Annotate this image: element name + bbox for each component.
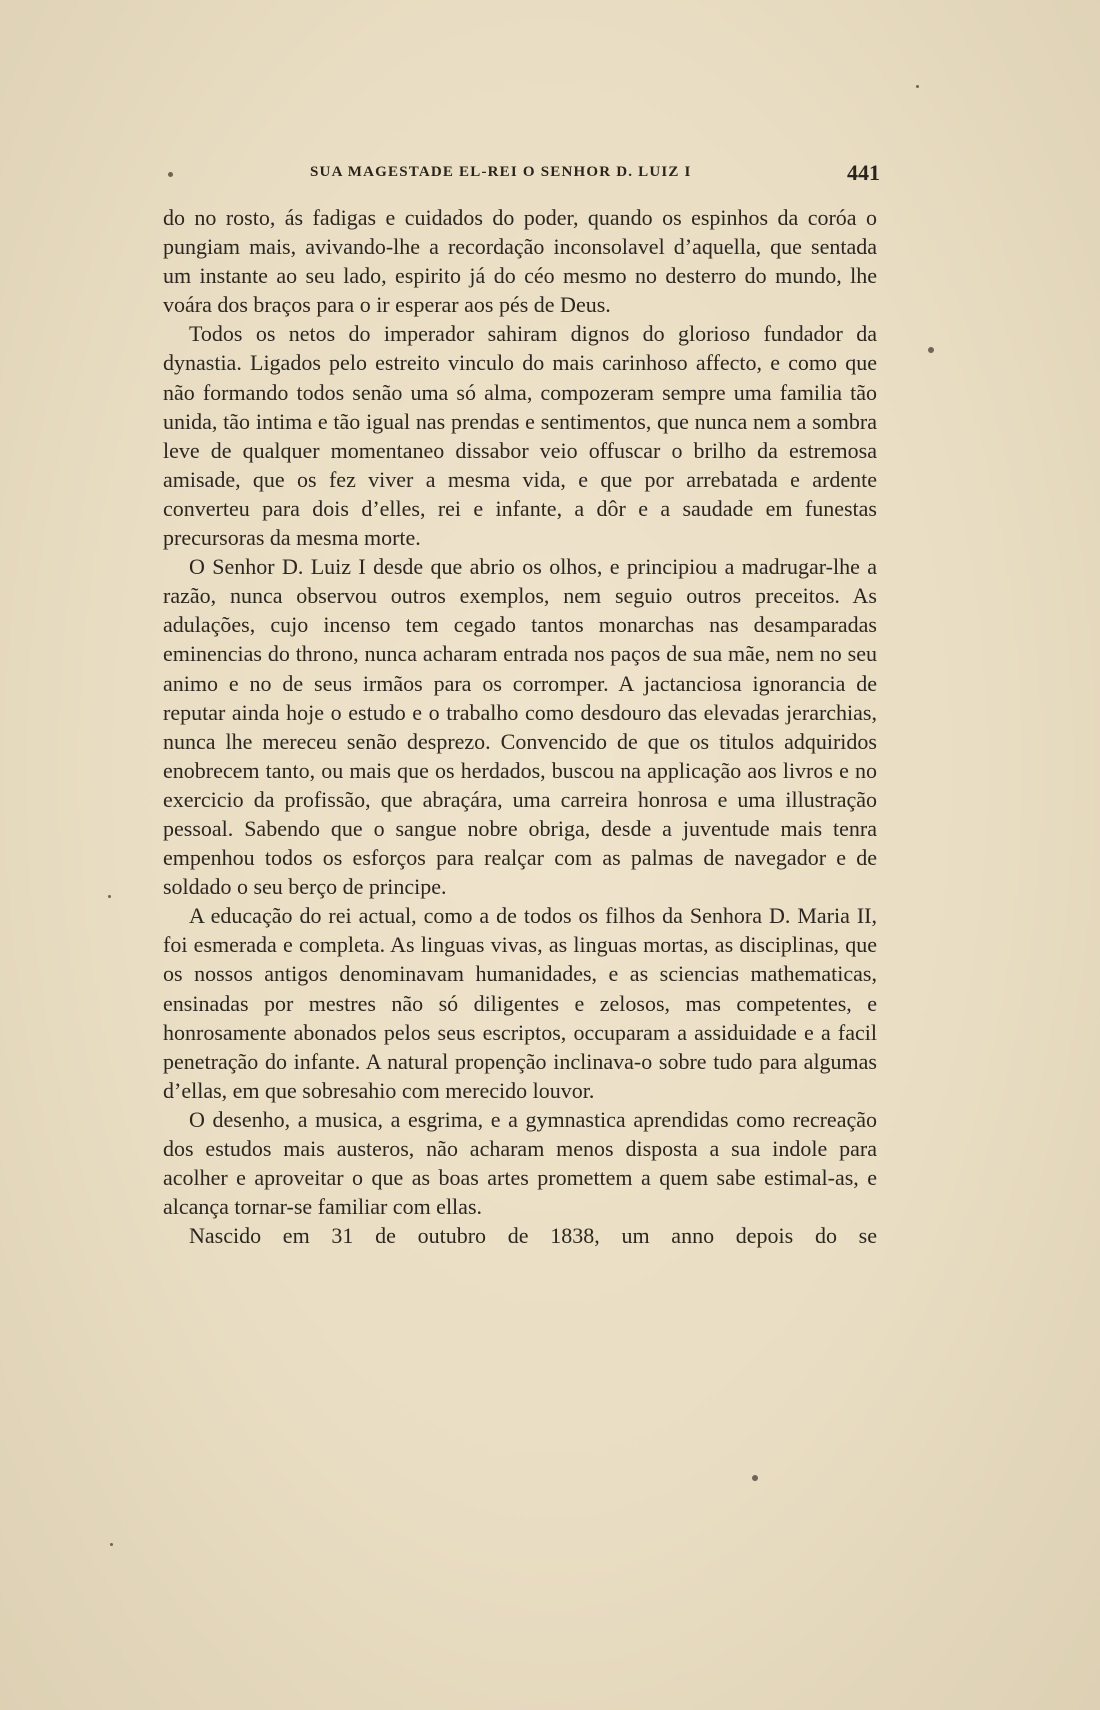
paper-speck	[108, 895, 111, 898]
paper-speck	[752, 1475, 758, 1481]
paper-speck	[916, 85, 919, 88]
paper-speck	[928, 347, 934, 353]
page-number: 441	[847, 160, 880, 185]
paragraph: do no rosto, ás fadigas e cuidados do poder, quando os espinhos da coróa o pungiam mais, avivando-lhe a recordação inconsolavel d’aquella, que sentada um instante ao seu lado, espirito já do céo mesmo no desterro do mundo, lhe voára dos braços para o ir esperar aos pés de Deus.	[163, 205, 877, 318]
running-title: SUA MAGESTADE EL-REI O SENHOR D. LUIZ I	[310, 164, 692, 180]
paragraph: O desenho, a musica, a esgrima, e a gymnastica aprendidas como recreação dos estudos mais austeros, não acharam menos disposta a sua indole para acolher e aproveitar o que as boas artes promettem a quem sabe estimal-as, e alcança tornar-se familiar com ellas.	[163, 1106, 877, 1220]
paragraph: A educação do rei actual, como a de todos os filhos da Senhora D. Maria II, foi esmerada e completa. As linguas vivas, as linguas mortas, as disciplinas, que os nossos antigos denominavam humanidades, e as sciencias mathematicas, ensinadas por mestres não só diligentes e zelosos, mas competentes, e honrosamente abonados pelos seus escriptos, occuparam a assiduidade e a facil penetração do infante. A natural propenção inclinava-o sobre tudo para algumas d’ellas, em que sobresahio com merecido louvor.	[163, 903, 877, 1103]
paragraph: Todos os netos do imperador sahiram dignos do glorioso fundador da dynastia. Ligados pelo estreito vinculo do mais carinhoso affecto, e como que não formando todos senão uma só alma, compozeram sempre uma familia tão unida, tão intima e tão igual nas prendas e sentimentos, que nunca nem a sombra leve de qualquer momentaneo dissabor veio offuscar o brilho da estremosa amisade, que os fez viver a mesma vida, e que por arrebatada e ardente converteu para dois d’elles, rei e infante, a dôr e a saudade em funestas precursoras da mesma morte.	[163, 321, 877, 551]
paragraph: Nascido em 31 de outubro de 1838, um anno depois do se	[189, 1223, 877, 1249]
paper-speck	[168, 172, 173, 177]
running-head	[160, 160, 880, 190]
body-text	[163, 203, 877, 1250]
paragraph: O Senhor D. Luiz I desde que abrio os olhos, e principiou a madrugar-lhe a razão, nunca observou outros exemplos, nem seguio outros preceitos. As adulações, cujo incenso tem cegado tantos monarchas nas desamparadas eminencias do throno, nunca acharam entrada nos paços de sua mãe, nem no seu animo e no de seus irmãos para os corromper. A jactanciosa ignorancia de reputar ainda hoje o estudo e o trabalho como desdouro das elevadas jerarchias, nunca lhe mereceu senão desprezo. Convencido de que os titulos adquiridos enobrecem tanto, ou mais que os herdados, buscou na applicação aos livros e no exercicio da profissão, que abraçára, uma carreira honrosa e uma illustração pessoal. Sabendo que o sangue nobre obriga, desde a juventude mais tenra empenhou todos os esforços para realçar com as palmas de navegador e de soldado o seu berço de principe.	[163, 554, 877, 900]
paper-speck	[110, 1543, 113, 1546]
